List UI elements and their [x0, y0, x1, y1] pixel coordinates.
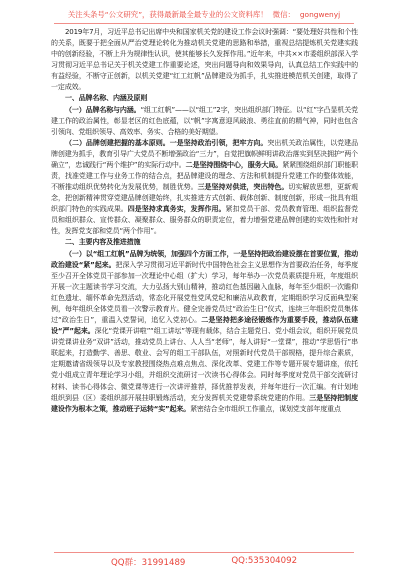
- qq-contact: QQ:535304092: [231, 556, 298, 566]
- document-body: [51, 27, 358, 547]
- measure-3-title: 三是坚持把制度建设作为根本之策，推动班子运转“实”起来。: [51, 393, 358, 413]
- principle-1-title: 一是坚持政治引领，把牢方向。: [169, 138, 268, 147]
- footer-divider: [54, 552, 354, 553]
- principle-2-title: 二是坚持围绕中心，服务大局。: [185, 160, 283, 169]
- principle-4-title: 四是坚持求真务实，发挥作用。: [127, 205, 226, 214]
- measure-1-text: 把深入学习贯彻习近平新时代中国特色社会主义思想作为首要政治任务，每季度至少召开全体党员干部参加一次理论中心组（扩大）学习，每年举办一次党员素质提升班，年度组织开展一次主题读书学习交流，大力弘扬大别山精神，推动红色基因融入血脉，每年至少组织一次瞻仰红色遗址、缅怀革命先烈活动，常态化开展党性党风党纪和廉洁从政教育，定期组织学习反面典型案例，每年组织全体党员看一次警示教育片。健全完善党员过“政治生日”仪式，连续三年组织党员集体过“政治生日”，重温入党誓词，追忆入党初心。: [51, 260, 358, 325]
- measure-2-title: 二是坚持把多途径锻炼作为重要手段，推动队伍建设“严”起来。: [51, 316, 358, 336]
- principle-1-text: 突出机关政治属性，以党建品牌创建为抓手，教育引导广大党员不断增强政治“三力”，自觉把旗帜鲜明讲政治落实到坚决拥护“两个确立”，忠诚践行“两个维护”的实际行动中。: [51, 138, 358, 169]
- paragraph-text: “组工红帆”——以“组工”2字，突出组织部门特征。以“红”字凸显机关党建工作的政治属性，彰显老区的红色底蕴，以“帆”字寓意迎风破浪、勇往直前的精气神，同时也包含引领向、党组织领导、高效率、务实、合格的美好期望。: [51, 105, 358, 136]
- wechat-label: 微信：: [272, 9, 295, 19]
- principle-3-text: 切实解放思想，更新观念，把创新精神贯穿党建品牌创建始终，扎实推进方式创新、载体创新、制度创新，形成一批具有组织部门特色的实践成果。: [51, 183, 358, 214]
- paragraph-lead: （一）以“组工红帆”品牌为统领，加强四个方面工作，一是坚持把政治建设摆在首要位置，推动政治建设“紧”起来。: [51, 249, 358, 269]
- measure-3-text: 紧密结合全市组织工作重点，谋划党支部年度重点: [190, 404, 341, 413]
- principle-4-text: 紧扣党员干部、党员教育管理、组织监督党员和组织群众、宣传群众、凝聚群众、服务群众的职责定位，着力增强党建品牌创建的实效性和针对性，发挥党支部和党员“两个作用”。: [51, 205, 358, 236]
- paragraph-measures: [51, 249, 358, 415]
- footer-bar: [0, 556, 408, 572]
- measure-2-text: 深化“党课开讲啦”“组工讲坛”等现有载体，结合主题党日、党小组会议，组织开展党员讲党课讲业务“双讲”活动，推动党员上讲台、人人当“老师”，每人讲好“一堂课”，推动“学思悟行”串联起来，打造勤学、善思、敬业、会写的组工干部队伍，对照新时代党员干部规格，提升综合素质，定期邀请省级领导以及专家教授围绕热点难点焦点、深化改革、党建工作等专题开展专题讲座，依托党小组成立青年理论学习小组，并组织交流研讨一次读书心得体会。同时每季度对党员干部交流研讨材料、读书心得体会、微党课等进行一次讲评推荐，择优推荐发表，并每年进行一次汇编。有计划地组织到县（区）委组织部开展挂职锻炼活动，充分发挥机关党建带系统党建的作用。: [51, 327, 358, 402]
- banner-text: 关注头条号“公文研究”，获得最新最全最专业的公文资料库！: [67, 9, 268, 19]
- section-heading-2: 二、主要内容及推进措施: [65, 238, 141, 247]
- section-heading-1: 一、品牌名称、内涵及原则: [65, 94, 148, 103]
- paragraph-intro: 2019年7月，习近平总书记出席中央和国家机关党的建设工作会议时强调：“要处理好共性和个性的关系，既要于把全面从严治党理论转化为推动机关党建的思路和举措，重视总结提炼机关党建实践中的创新经验，不断上升为规律性认识，使其能够长久发挥作用。”近年来，中共××市委组织部深入学习贯彻习近平总书记关于机关党建工作重要论述，突出问题导向和效果导向，认真总结工作实践中的有益经验，不断守正创新，以机关党建“红工红帆”品牌建设为抓手，扎实推进模范机关创建，取得了一定成效。: [51, 28, 358, 92]
- principle-3-title: 三是坚持对供进，突出特色。: [197, 183, 289, 192]
- header-divider: [54, 23, 354, 24]
- wechat-id: gongwenyj: [299, 9, 341, 19]
- header-banner: [0, 6, 408, 22]
- principle-2-text: 紧紧围绕组织部门职能职责，找准党建工作与业务工作的结合点，把品牌建设的理念、方法和机制提升党建工作的整体效能，不断推动组织优势转化为发展优势，制胜优势。: [51, 160, 358, 192]
- paragraph-brand-name: [51, 105, 358, 138]
- paragraph-principles: [51, 138, 358, 238]
- paragraph-lead: （一）品牌名称与内涵。: [65, 105, 141, 114]
- paragraph-lead: （二）品牌创建把握的基本原则。: [65, 138, 170, 147]
- qq-group: QQ群：31991489: [110, 558, 186, 568]
